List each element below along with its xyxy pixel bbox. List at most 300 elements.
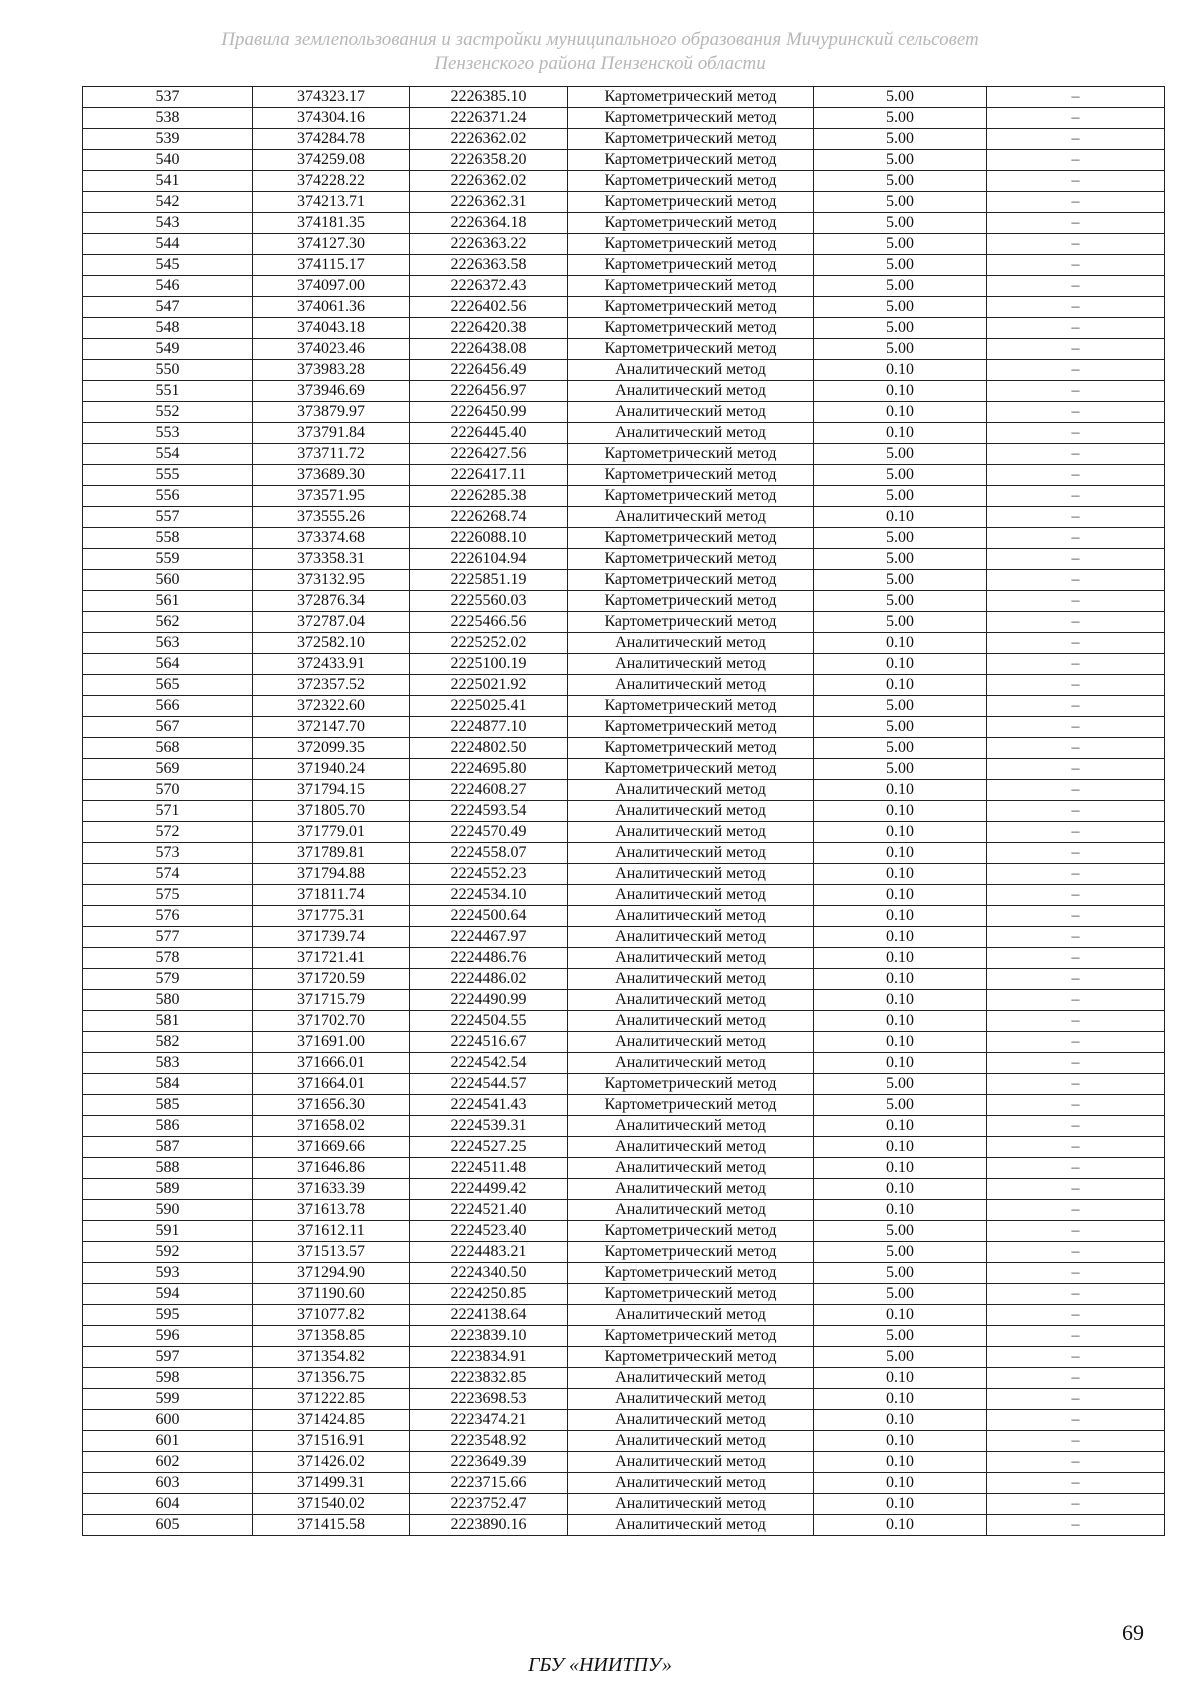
accuracy-cell: 5.00 — [814, 213, 987, 234]
table-row — [83, 213, 1165, 234]
x-coordinate-cell: 371294.90 — [253, 1263, 410, 1284]
y-coordinate-cell: 2224521.40 — [410, 1200, 568, 1221]
y-coordinate-cell: 2224527.25 — [410, 1137, 568, 1158]
table-row — [83, 612, 1165, 633]
point-number-cell: 605 — [83, 1515, 253, 1536]
table-row — [83, 234, 1165, 255]
method-cell: Аналитический метод — [568, 675, 814, 696]
point-number-cell: 593 — [83, 1263, 253, 1284]
note-cell: – — [987, 192, 1165, 213]
table-row — [83, 360, 1165, 381]
note-cell: – — [987, 696, 1165, 717]
table-row — [83, 675, 1165, 696]
table-row — [83, 1179, 1165, 1200]
point-number-cell: 576 — [83, 906, 253, 927]
y-coordinate-cell: 2224541.43 — [410, 1095, 568, 1116]
y-coordinate-cell: 2223715.66 — [410, 1473, 568, 1494]
y-coordinate-cell: 2226285.38 — [410, 486, 568, 507]
note-cell: – — [987, 213, 1165, 234]
method-cell: Аналитический метод — [568, 1473, 814, 1494]
table-row — [83, 1305, 1165, 1326]
method-cell: Картометрический метод — [568, 213, 814, 234]
y-coordinate-cell: 2224608.27 — [410, 780, 568, 801]
note-cell: – — [987, 990, 1165, 1011]
y-coordinate-cell: 2226088.10 — [410, 528, 568, 549]
note-cell: – — [987, 633, 1165, 654]
y-coordinate-cell: 2223832.85 — [410, 1368, 568, 1389]
y-coordinate-cell: 2224539.31 — [410, 1116, 568, 1137]
accuracy-cell: 5.00 — [814, 255, 987, 276]
accuracy-cell: 5.00 — [814, 549, 987, 570]
accuracy-cell: 5.00 — [814, 1074, 987, 1095]
note-cell: – — [987, 1305, 1165, 1326]
page-number: 69 — [1122, 1620, 1144, 1645]
point-number-cell: 561 — [83, 591, 253, 612]
table-row — [83, 1011, 1165, 1032]
accuracy-cell: 0.10 — [814, 780, 987, 801]
method-cell: Картометрический метод — [568, 171, 814, 192]
method-cell: Картометрический метод — [568, 717, 814, 738]
y-coordinate-cell: 2224467.97 — [410, 927, 568, 948]
point-number-cell: 601 — [83, 1431, 253, 1452]
note-cell: – — [987, 1263, 1165, 1284]
accuracy-cell: 0.10 — [814, 1494, 987, 1515]
y-coordinate-cell: 2224486.02 — [410, 969, 568, 990]
table-row — [83, 570, 1165, 591]
point-number-cell: 556 — [83, 486, 253, 507]
accuracy-cell: 0.10 — [814, 1011, 987, 1032]
x-coordinate-cell: 374323.17 — [253, 87, 410, 108]
method-cell: Аналитический метод — [568, 1431, 814, 1452]
x-coordinate-cell: 372099.35 — [253, 738, 410, 759]
method-cell: Аналитический метод — [568, 864, 814, 885]
note-cell: – — [987, 906, 1165, 927]
accuracy-cell: 0.10 — [814, 1515, 987, 1536]
method-cell: Картометрический метод — [568, 108, 814, 129]
accuracy-cell: 5.00 — [814, 591, 987, 612]
y-coordinate-cell: 2226362.02 — [410, 129, 568, 150]
point-number-cell: 579 — [83, 969, 253, 990]
x-coordinate-cell: 371811.74 — [253, 885, 410, 906]
y-coordinate-cell: 2224483.21 — [410, 1242, 568, 1263]
accuracy-cell: 5.00 — [814, 612, 987, 633]
y-coordinate-cell: 2223839.10 — [410, 1326, 568, 1347]
note-cell: – — [987, 150, 1165, 171]
table-row — [83, 1263, 1165, 1284]
x-coordinate-cell: 371656.30 — [253, 1095, 410, 1116]
y-coordinate-cell: 2226450.99 — [410, 402, 568, 423]
x-coordinate-cell: 374304.16 — [253, 108, 410, 129]
table-row — [83, 276, 1165, 297]
table-row — [83, 402, 1165, 423]
accuracy-cell: 0.10 — [814, 1431, 987, 1452]
x-coordinate-cell: 373946.69 — [253, 381, 410, 402]
y-coordinate-cell: 2224138.64 — [410, 1305, 568, 1326]
note-cell: – — [987, 87, 1165, 108]
method-cell: Картометрический метод — [568, 234, 814, 255]
note-cell: – — [987, 1074, 1165, 1095]
x-coordinate-cell: 371190.60 — [253, 1284, 410, 1305]
accuracy-cell: 0.10 — [814, 864, 987, 885]
accuracy-cell: 0.10 — [814, 1410, 987, 1431]
point-number-cell: 602 — [83, 1452, 253, 1473]
point-number-cell: 591 — [83, 1221, 253, 1242]
y-coordinate-cell: 2226371.24 — [410, 108, 568, 129]
note-cell: – — [987, 1179, 1165, 1200]
method-cell: Аналитический метод — [568, 801, 814, 822]
accuracy-cell: 5.00 — [814, 486, 987, 507]
y-coordinate-cell: 2223649.39 — [410, 1452, 568, 1473]
table-row — [83, 381, 1165, 402]
point-number-cell: 588 — [83, 1158, 253, 1179]
table-row — [83, 1242, 1165, 1263]
y-coordinate-cell: 2226104.94 — [410, 549, 568, 570]
x-coordinate-cell: 371702.70 — [253, 1011, 410, 1032]
x-coordinate-cell: 373983.28 — [253, 360, 410, 381]
point-number-cell: 562 — [83, 612, 253, 633]
x-coordinate-cell: 371721.41 — [253, 948, 410, 969]
header-line-2: Пензенского района Пензенской области — [434, 53, 766, 74]
accuracy-cell: 5.00 — [814, 465, 987, 486]
point-number-cell: 584 — [83, 1074, 253, 1095]
x-coordinate-cell: 371720.59 — [253, 969, 410, 990]
y-coordinate-cell: 2224593.54 — [410, 801, 568, 822]
table-row — [83, 822, 1165, 843]
method-cell: Аналитический метод — [568, 1179, 814, 1200]
x-coordinate-cell: 373571.95 — [253, 486, 410, 507]
accuracy-cell: 0.10 — [814, 1200, 987, 1221]
accuracy-cell: 5.00 — [814, 1347, 987, 1368]
table-row — [83, 591, 1165, 612]
y-coordinate-cell: 2224516.67 — [410, 1032, 568, 1053]
table-row — [83, 759, 1165, 780]
y-coordinate-cell: 2224523.40 — [410, 1221, 568, 1242]
accuracy-cell: 5.00 — [814, 234, 987, 255]
point-number-cell: 585 — [83, 1095, 253, 1116]
note-cell: – — [987, 549, 1165, 570]
table-row — [83, 549, 1165, 570]
x-coordinate-cell: 371739.74 — [253, 927, 410, 948]
table-row — [83, 129, 1165, 150]
accuracy-cell: 5.00 — [814, 738, 987, 759]
point-number-cell: 557 — [83, 507, 253, 528]
y-coordinate-cell: 2226362.02 — [410, 171, 568, 192]
point-number-cell: 553 — [83, 423, 253, 444]
method-cell: Картометрический метод — [568, 591, 814, 612]
accuracy-cell: 0.10 — [814, 885, 987, 906]
x-coordinate-cell: 371356.75 — [253, 1368, 410, 1389]
table-row — [83, 255, 1165, 276]
method-cell: Картометрический метод — [568, 759, 814, 780]
y-coordinate-cell: 2224504.55 — [410, 1011, 568, 1032]
table-row — [83, 1368, 1165, 1389]
y-coordinate-cell: 2224490.99 — [410, 990, 568, 1011]
table-row — [83, 906, 1165, 927]
accuracy-cell: 0.10 — [814, 654, 987, 675]
accuracy-cell: 5.00 — [814, 444, 987, 465]
table-row — [83, 654, 1165, 675]
accuracy-cell: 0.10 — [814, 381, 987, 402]
note-cell: – — [987, 591, 1165, 612]
accuracy-cell: 0.10 — [814, 633, 987, 654]
y-coordinate-cell: 2223834.91 — [410, 1347, 568, 1368]
note-cell: – — [987, 507, 1165, 528]
note-cell: – — [987, 1473, 1165, 1494]
method-cell: Картометрический метод — [568, 150, 814, 171]
x-coordinate-cell: 371516.91 — [253, 1431, 410, 1452]
table-row — [83, 738, 1165, 759]
x-coordinate-cell: 372433.91 — [253, 654, 410, 675]
x-coordinate-cell: 371666.01 — [253, 1053, 410, 1074]
table-row — [83, 1410, 1165, 1431]
method-cell: Картометрический метод — [568, 129, 814, 150]
y-coordinate-cell: 2226445.40 — [410, 423, 568, 444]
y-coordinate-cell: 2224570.49 — [410, 822, 568, 843]
note-cell: – — [987, 675, 1165, 696]
accuracy-cell: 5.00 — [814, 717, 987, 738]
point-number-cell: 549 — [83, 339, 253, 360]
x-coordinate-cell: 374259.08 — [253, 150, 410, 171]
x-coordinate-cell: 371664.01 — [253, 1074, 410, 1095]
table-row — [83, 1326, 1165, 1347]
note-cell: – — [987, 717, 1165, 738]
note-cell: – — [987, 528, 1165, 549]
point-number-cell: 544 — [83, 234, 253, 255]
x-coordinate-cell: 374127.30 — [253, 234, 410, 255]
table-row — [83, 1515, 1165, 1536]
x-coordinate-cell: 373711.72 — [253, 444, 410, 465]
note-cell: – — [987, 402, 1165, 423]
method-cell: Аналитический метод — [568, 843, 814, 864]
point-number-cell: 571 — [83, 801, 253, 822]
table-row — [83, 948, 1165, 969]
method-cell: Аналитический метод — [568, 1053, 814, 1074]
note-cell: – — [987, 1011, 1165, 1032]
point-number-cell: 563 — [83, 633, 253, 654]
point-number-cell: 598 — [83, 1368, 253, 1389]
point-number-cell: 539 — [83, 129, 253, 150]
note-cell: – — [987, 738, 1165, 759]
point-number-cell: 538 — [83, 108, 253, 129]
accuracy-cell: 0.10 — [814, 675, 987, 696]
point-number-cell: 577 — [83, 927, 253, 948]
point-number-cell: 545 — [83, 255, 253, 276]
note-cell: – — [987, 1431, 1165, 1452]
x-coordinate-cell: 371669.66 — [253, 1137, 410, 1158]
x-coordinate-cell: 371715.79 — [253, 990, 410, 1011]
point-number-cell: 573 — [83, 843, 253, 864]
accuracy-cell: 5.00 — [814, 297, 987, 318]
point-number-cell: 583 — [83, 1053, 253, 1074]
note-cell: – — [987, 1389, 1165, 1410]
method-cell: Аналитический метод — [568, 1410, 814, 1431]
table-row — [83, 1074, 1165, 1095]
y-coordinate-cell: 2226456.49 — [410, 360, 568, 381]
y-coordinate-cell: 2226385.10 — [410, 87, 568, 108]
point-number-cell: 552 — [83, 402, 253, 423]
x-coordinate-cell: 374181.35 — [253, 213, 410, 234]
point-number-cell: 597 — [83, 1347, 253, 1368]
accuracy-cell: 5.00 — [814, 276, 987, 297]
table-row — [83, 801, 1165, 822]
note-cell: – — [987, 780, 1165, 801]
note-cell: – — [987, 276, 1165, 297]
x-coordinate-cell: 371513.57 — [253, 1242, 410, 1263]
method-cell: Аналитический метод — [568, 1200, 814, 1221]
accuracy-cell: 0.10 — [814, 402, 987, 423]
x-coordinate-cell: 374023.46 — [253, 339, 410, 360]
table-row — [83, 87, 1165, 108]
accuracy-cell: 0.10 — [814, 906, 987, 927]
accuracy-cell: 5.00 — [814, 1095, 987, 1116]
x-coordinate-cell: 371940.24 — [253, 759, 410, 780]
x-coordinate-cell: 371415.58 — [253, 1515, 410, 1536]
point-number-cell: 595 — [83, 1305, 253, 1326]
accuracy-cell: 5.00 — [814, 150, 987, 171]
point-number-cell: 589 — [83, 1179, 253, 1200]
accuracy-cell: 5.00 — [814, 318, 987, 339]
method-cell: Аналитический метод — [568, 360, 814, 381]
accuracy-cell: 0.10 — [814, 423, 987, 444]
y-coordinate-cell: 2225466.56 — [410, 612, 568, 633]
table-row — [83, 969, 1165, 990]
x-coordinate-cell: 374043.18 — [253, 318, 410, 339]
point-number-cell: 542 — [83, 192, 253, 213]
x-coordinate-cell: 374213.71 — [253, 192, 410, 213]
coordinates-table — [82, 86, 1165, 1536]
table-row — [83, 633, 1165, 654]
point-number-cell: 575 — [83, 885, 253, 906]
accuracy-cell: 5.00 — [814, 129, 987, 150]
table-row — [83, 1095, 1165, 1116]
table-row — [83, 192, 1165, 213]
accuracy-cell: 0.10 — [814, 1137, 987, 1158]
accuracy-cell: 5.00 — [814, 1263, 987, 1284]
point-number-cell: 580 — [83, 990, 253, 1011]
accuracy-cell: 0.10 — [814, 1389, 987, 1410]
note-cell: – — [987, 129, 1165, 150]
x-coordinate-cell: 371794.15 — [253, 780, 410, 801]
x-coordinate-cell: 372876.34 — [253, 591, 410, 612]
table-row — [83, 423, 1165, 444]
note-cell: – — [987, 1347, 1165, 1368]
accuracy-cell: 0.10 — [814, 927, 987, 948]
accuracy-cell: 5.00 — [814, 696, 987, 717]
method-cell: Аналитический метод — [568, 1368, 814, 1389]
note-cell: – — [987, 444, 1165, 465]
y-coordinate-cell: 2224552.23 — [410, 864, 568, 885]
y-coordinate-cell: 2223752.47 — [410, 1494, 568, 1515]
accuracy-cell: 0.10 — [814, 1452, 987, 1473]
accuracy-cell: 5.00 — [814, 759, 987, 780]
x-coordinate-cell: 371222.85 — [253, 1389, 410, 1410]
x-coordinate-cell: 371358.85 — [253, 1326, 410, 1347]
accuracy-cell: 5.00 — [814, 171, 987, 192]
table-row — [83, 990, 1165, 1011]
page-footer: ГБУ «НИИТПУ» — [528, 1654, 672, 1676]
x-coordinate-cell: 371775.31 — [253, 906, 410, 927]
accuracy-cell: 0.10 — [814, 507, 987, 528]
point-number-cell: 565 — [83, 675, 253, 696]
accuracy-cell: 5.00 — [814, 570, 987, 591]
y-coordinate-cell: 2226358.20 — [410, 150, 568, 171]
x-coordinate-cell: 373374.68 — [253, 528, 410, 549]
y-coordinate-cell: 2224542.54 — [410, 1053, 568, 1074]
point-number-cell: 559 — [83, 549, 253, 570]
x-coordinate-cell: 371612.11 — [253, 1221, 410, 1242]
table-row — [83, 1452, 1165, 1473]
note-cell: – — [987, 1452, 1165, 1473]
method-cell: Аналитический метод — [568, 1011, 814, 1032]
point-number-cell: 543 — [83, 213, 253, 234]
method-cell: Картометрический метод — [568, 696, 814, 717]
method-cell: Аналитический метод — [568, 1116, 814, 1137]
table-row — [83, 108, 1165, 129]
point-number-cell: 564 — [83, 654, 253, 675]
method-cell: Картометрический метод — [568, 318, 814, 339]
method-cell: Картометрический метод — [568, 297, 814, 318]
y-coordinate-cell: 2225252.02 — [410, 633, 568, 654]
point-number-cell: 550 — [83, 360, 253, 381]
note-cell: – — [987, 1095, 1165, 1116]
note-cell: – — [987, 318, 1165, 339]
note-cell: – — [987, 1116, 1165, 1137]
point-number-cell: 596 — [83, 1326, 253, 1347]
accuracy-cell: 0.10 — [814, 1116, 987, 1137]
note-cell: – — [987, 1053, 1165, 1074]
table-row — [83, 1221, 1165, 1242]
method-cell: Картометрический метод — [568, 465, 814, 486]
note-cell: – — [987, 1326, 1165, 1347]
header-line-1: Правила землепользования и застройки муниципального образования Мичуринский сельсовет — [221, 29, 979, 50]
accuracy-cell: 0.10 — [814, 1368, 987, 1389]
point-number-cell: 570 — [83, 780, 253, 801]
accuracy-cell: 5.00 — [814, 1242, 987, 1263]
note-cell: – — [987, 381, 1165, 402]
table-row — [83, 1431, 1165, 1452]
y-coordinate-cell: 2226427.56 — [410, 444, 568, 465]
accuracy-cell: 0.10 — [814, 822, 987, 843]
point-number-cell: 604 — [83, 1494, 253, 1515]
method-cell: Картометрический метод — [568, 1221, 814, 1242]
method-cell: Картометрический метод — [568, 1074, 814, 1095]
note-cell: – — [987, 1158, 1165, 1179]
point-number-cell: 541 — [83, 171, 253, 192]
note-cell: – — [987, 864, 1165, 885]
y-coordinate-cell: 2224511.48 — [410, 1158, 568, 1179]
point-number-cell: 546 — [83, 276, 253, 297]
note-cell: – — [987, 486, 1165, 507]
x-coordinate-cell: 373358.31 — [253, 549, 410, 570]
point-number-cell: 540 — [83, 150, 253, 171]
method-cell: Картометрический метод — [568, 192, 814, 213]
y-coordinate-cell: 2225021.92 — [410, 675, 568, 696]
point-number-cell: 554 — [83, 444, 253, 465]
point-number-cell: 590 — [83, 1200, 253, 1221]
x-coordinate-cell: 371646.86 — [253, 1158, 410, 1179]
table-row — [83, 843, 1165, 864]
x-coordinate-cell: 371354.82 — [253, 1347, 410, 1368]
method-cell: Аналитический метод — [568, 990, 814, 1011]
method-cell: Картометрический метод — [568, 339, 814, 360]
accuracy-cell: 0.10 — [814, 1053, 987, 1074]
y-coordinate-cell: 2226456.97 — [410, 381, 568, 402]
table-row — [83, 297, 1165, 318]
x-coordinate-cell: 371633.39 — [253, 1179, 410, 1200]
method-cell: Аналитический метод — [568, 423, 814, 444]
note-cell: – — [987, 465, 1165, 486]
x-coordinate-cell: 371613.78 — [253, 1200, 410, 1221]
